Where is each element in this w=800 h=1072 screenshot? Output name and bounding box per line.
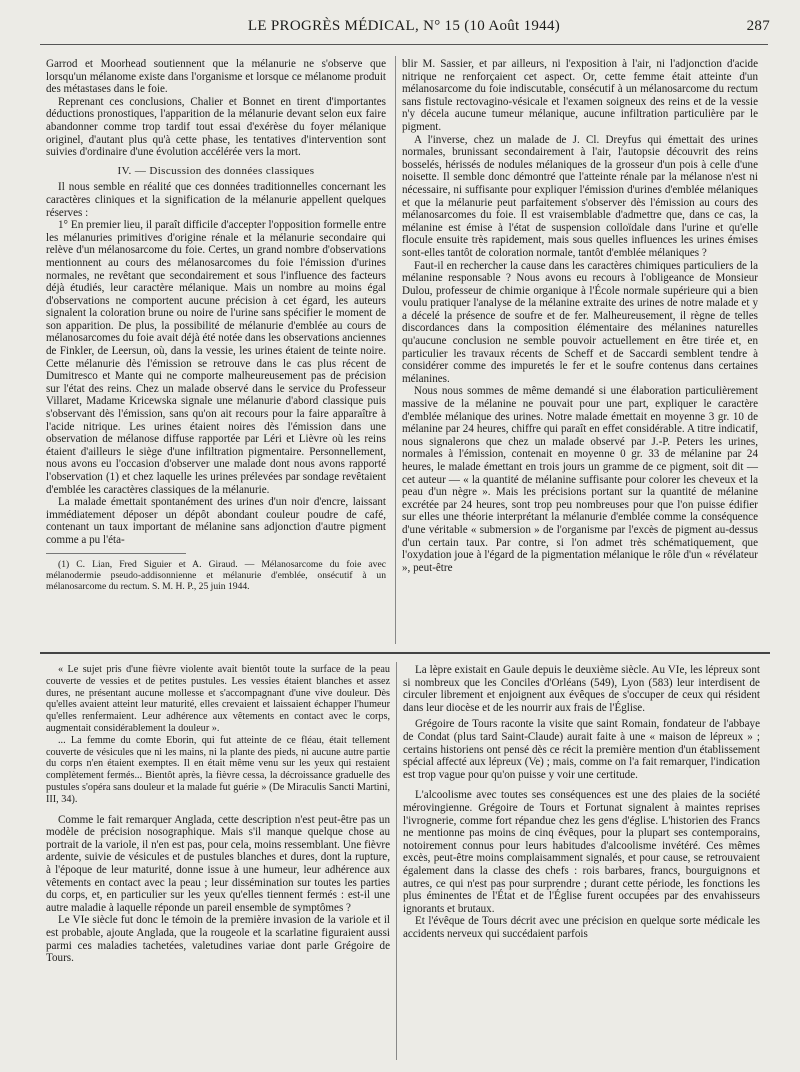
paragraph: Comme le fait remarquer Anglada, cette description n'est peut-être pas un modèle de précision nosographique. Mais s'il manque quelque chose au portrait de la variole, il n'en est pas, pour cela, moins ressemblant. Une fièvre ardente, suivie de vésicules et de pustules blanches et dures, dont la rupture, à l'époque de leur maturité, donne issue à une humeur, leur adhérence aux vêtements en contact avec la peau ; leur dissémination sur toutes les parties du corps, et, en particulier sur les yeux qu'elles tiennent fermés : est-il une autre maladie à laquelle réponde un pareil ensemble de symptômes ? — [46, 813, 390, 914]
quotation-paragraph: « Le sujet pris d'une fièvre violente avait bientôt toute la surface de la peau couverte de vessies et de petites pustules. Les vessies étaient blanches et assez dures, ne présentant aucune mollesse et s'accompagnant d'une vive douleur. Dès qu'elles avaient atteint leur maturité, elles crevaient et laissaient échapper l'humeur qu'elles renfermaient. Leur adhérence aux vêtements en contact avec le corps, augmentait considérablement la douleur ». — [46, 664, 390, 734]
paragraph: A l'inverse, chez un malade de J. Cl. Dreyfus qui émettait des urines normales, brunissant secondairement à l'air, l'autopsie découvrit des reins bosselés, hérissés de nodules mélaniques de la grosseur d'un pois à celle d'une noisette. Il semble donc démontré que l'atteinte rénale par la mélanose n'est ni nécessaire, ni suffisante pour expliquer l'émission d'urines d'emblée mélaniques et que la mélanurie peut parfaitement s'observer dès l'émission au cours des mélanosarcomes du foie. Il est vraisemblable d'admettre que, dans ce cas, la mélanine est émise à l'état de suspension colloïdale dans l'urine et qu'elle flocule ensuite très rapidement, mais sous quelles influences les urines émises sont-elles tantôt de coloration normale, tantôt d'emblée mélaniques ? — [402, 133, 758, 259]
paragraph: Garrod et Moorhead soutiennent que la mélanurie ne s'observe que lorsqu'un mélanome existe dans l'organisme et lorsque ce mélanome produit des métastases dans le foie. — [46, 58, 386, 96]
paragraph: Nous nous sommes de même demandé si une élaboration particulièrement massive de la mélanine ne pouvait pour une part, expliquer le caractère d'emblée mélanique des urines. Notre malade émettait en moyenne 3 gr. 10 de mélanine par 24 heures, chiffre qui paraît en effet considérable. A titre indicatif, nous signalerons que chez un malade observé par J.-P. Peters les urines, normales à l'émission, contenait en moyenne 0 gr. 33 de mélanine par 24 heures, le malade émettant en trois jours un gramme de ce pigment, soit dit — cet auteur — « la quantité de mélanine suffisante pour colorer les cheveux et la peau d'un nègre ». Mais les précisions portant sur la quantité de mélanine excrétée par 24 heures, sont trop peu nombreuses pour que l'on puisse édifier sur elles une théorie interprétant la mélanurie d'emblée comme la conséquence d'une véritable « submersion » de l'organisme par l'excès de pigment au-dessus d'un certain taux. Par contre, si l'on admet très schématiquement, que l'oxydation joue à l'égard de la pigmentation mélanique le rôle d'un « révélateur », peut-être — [402, 385, 758, 574]
quotation-paragraph: ... La femme du comte Eborin, qui fut atteinte de ce fléau, était tellement couverte de vésicules que ni les mains, ni la plante des pieds, ni aucune autre partie du corps n'en étaient exemptes. Il en était même venu sur les yeux qui restaient complètement fermés... Bientôt après, la fièvre cessa, la décroissance graduelle des pustules s'opéra sans douleur et la malade fut guérie » (De Miraculis Sancti Martini, III, 34). — [46, 734, 390, 805]
paragraph: La malade émettait spontanément des urines d'un noir d'encre, laissant immédiatement déposer un dépôt abondant couleur poudre de café, contenant un taux important de mélanine sans adjonction d'autre pigment comme a pu l'éta- — [46, 496, 386, 546]
paragraph: Il nous semble en réalité que ces données traditionnelles concernant les caractères cliniques et la signification de la mélanurie appellent quelques réserves : — [46, 181, 386, 219]
journal-title: LE PROGRÈS MÉDICAL, N° 15 (10 Août 1944) — [247, 18, 561, 34]
column-top-left — [46, 58, 386, 592]
footnote-rule — [46, 553, 186, 554]
section-separator-rule — [40, 652, 770, 654]
section-heading: IV. — Discussion des données classiques — [117, 164, 315, 177]
column-top-right — [402, 58, 758, 574]
page-number: 287 — [746, 18, 770, 34]
paragraph: L'alcoolisme avec toutes ses conséquences est une des plaies de la société mérovingienne. Grégoire de Tours et Fortunat signalent à maintes reprises l'ivrognerie, comme fort répandue chez les gens d'église. L'historien des Francs ne mentionne pas moins de cinq évêques, pour la plupart ses contemporains, notoirement connus pour leurs habitudes d'alcoolisme invétéré. Ces mêmes excès, peut-être moins complaisamment signalés, et pour cause, se retrouvaient également dans la classe des chefs : rois barbares, francs, bourguignons et autres, ce qui n'est pas pour surprendre ; durant cette période, les fonctions les plus éminentes de l'État et de l'Église furent occupées par des envahisseurs ignorants et brutaux. — [403, 789, 760, 915]
column-divider — [396, 662, 397, 1060]
header-rule — [40, 44, 768, 45]
paragraph: 1° En premier lieu, il paraît difficile d'accepter l'opposition formelle entre les mélanuries primitives d'origine rénale et la mélanurie secondaire qui relève d'un mélanosarcome du foie. Certes, un grand nombre d'observations mentionnent au cours des mélanosarcomes du foie l'émission d'urines normales, ne revêtant que secondairement et sous l'influence des facteurs déjà étudiés, leur caractère mélanique. Mais un nombre au moins égal d'observations ne comportent aucune précision à cet égard, les auteurs signalent la coloration brune ou noire de l'urine sans spécifier le moment de son apparition. De plus, la possibilité de mélanurie d'emblée au cours de mélanosarcomes du foie avait déjà été notée dans les observations anciennes de Finkler, de Leersun, où, dans la vessie, les urines étaient de teinte noire. Cette mélanurie dès l'émission se retrouve dans le cas plus récent de Dumitresco et Mante qui ne comporte malheureusement pas de précision sur l'état des reins. Chez un malade observé dans le service du Professeur Villaret, Madame Kricewska signale une mélanurie d'abord classique puis s'observant dès l'émission, sans qu'on ait recours pour la faire apparaître à l'acide nitrique. Les urines étaient noires dès l'émission dans une observation de mélanose diffuse rapportée par Léri et Lièvre où les reins étaient d'ailleurs le siège d'une infiltration pigmentaire. Personnellement, nous avons eu l'occasion d'observer une malade dont nous avons rapporté l'observation (1) et chez laquelle les urines prélevées par sondage revêtaient d'emblée les caractères classiques de la mélanurie. — [46, 219, 386, 496]
paragraph: La lèpre existait en Gaule depuis le deuxième siècle. Au VIe, les lépreux sont si nombreux que les Conciles d'Orléans (549), Lyon (583) leur interdisent de circuler librement et enjoignent aux évêques de s'occuper de ceux qui résident dans leur diocèse et de les nourrir aux frais de l'Église. — [403, 664, 760, 714]
column-bottom-left — [46, 664, 390, 965]
column-divider — [395, 56, 396, 644]
column-bottom-right — [403, 664, 760, 940]
footnote: (1) C. Lian, Fred Siguier et A. Giraud. — Mélanosarcome du foie avec mélanodermie pseudo-addisonnienne et mélanurie d'emblée, onsécutif à un mélanosarcome du rectum. S. M. H. P., 25 juin 1944. — [46, 558, 386, 592]
paragraph: Grégoire de Tours raconte la visite que saint Romain, fondateur de l'abbaye de Condat (plus tard Saint-Claude) aurait faite à une « maison de lépreux » ; certains historiens ont pensé dès ce récit la première mention d'un établissement spécial affecté aux lépreux (Ve) ; mais, comme on l'a fait remarquer, l'indication est trop vague pour qu'on puisse y voir une certitude. — [403, 718, 760, 781]
paragraph: Reprenant ces conclusions, Chalier et Bonnet en tirent d'importantes déductions pronostiques, l'apparition de la mélanurie devant selon eux faire abandonner comme trop tardif tout essai d'exérèse du foyer mélanique originel, d'autant plus qu'à cette phase, les tentatives d'intervention sont suivies d'ordinaire d'une évolution accélérée vers la mort. — [46, 95, 386, 159]
running-header — [38, 16, 770, 38]
paragraph: blir M. Sassier, et par ailleurs, ni l'exposition à l'air, ni l'adjonction d'acide nitrique ne renforçaient cet aspect. Or, cette femme était atteinte d'un mélanosarcome du foie indiscutable, consécutif à un mélanosarcome du rectum sans fistule rectovagino-vésicale et l'examen soigneux des reins et de la vessie n'y décela aucune tumeur mélanique, aucune infiltration particulière par le pigment. — [402, 58, 758, 133]
paragraph: Et l'évêque de Tours décrit avec une précision en quelque sorte médicale les accidents nerveux qui succédaient parfois — [403, 915, 760, 940]
paragraph: Le VIe siècle fut donc le témoin de la première invasion de la variole et il est probable, ajoute Anglada, que la rougeole et la scarlatine figuraient aussi parmi ces maladies tachetées, valetudines variae dont parle Grégoire de Tours. — [46, 914, 390, 965]
quotation-block — [46, 664, 390, 806]
paragraph: Faut-il en rechercher la cause dans les caractères chimiques particuliers de la mélanine responsable ? Nous avons eu recours à l'obligeance de Monsieur Dulou, professeur de chimie organique à l'École normale supérieure qui a bien voulu pratiquer l'analyse de la mélanine extraite des urines de notre malade et y a décelé la présence de soufre et de fer. Malheureusement, il règne de telles discordances dans la composition élémentaire des mélanines naturelles qu'aucune conclusion ne semble pouvoir actuellement en être tirée et, en particulier les travaux récents de Scheff et de Saccardi semblent tendre à considérer comme des impuretés le fer et le soufre contenus dans certaines mélanines. — [402, 259, 758, 385]
